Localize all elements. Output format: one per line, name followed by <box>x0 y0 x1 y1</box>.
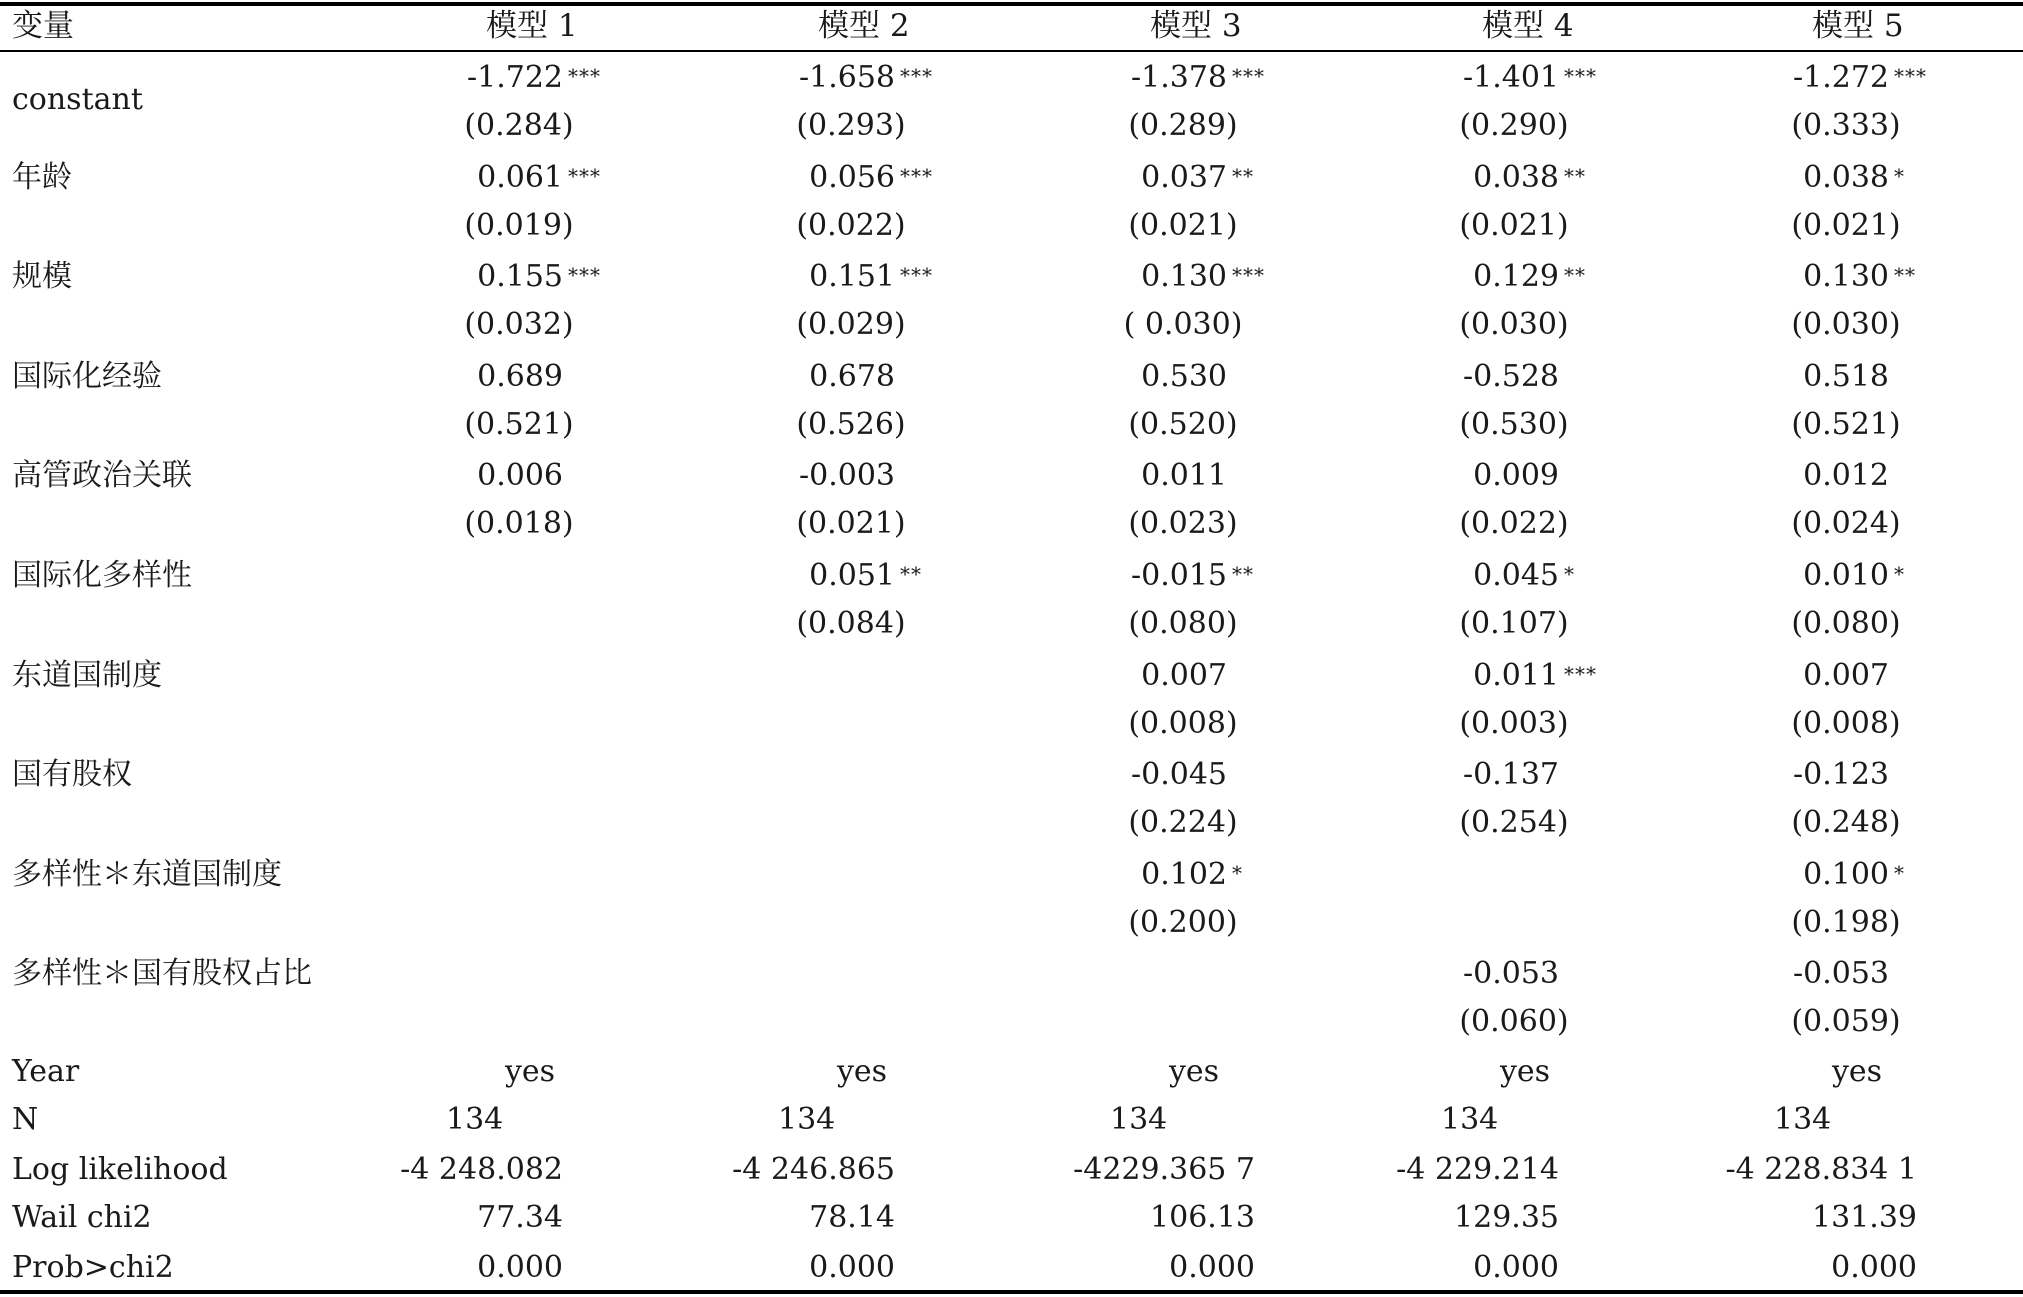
header-model-1: 模型 1 <box>486 8 578 44</box>
coefficient-value: -0.045 <box>1130 757 1227 792</box>
stat-label: Year <box>12 1054 80 1089</box>
stat-label: Log likelihood <box>12 1152 228 1187</box>
standard-error-cell: (0.021) <box>1128 208 1238 243</box>
coefficient-cell <box>1462 58 1597 98</box>
header-model-5: 模型 5 <box>1812 8 1904 44</box>
coefficient-value: 0.061 <box>477 160 563 195</box>
standard-error-cell: (0.293) <box>796 108 906 143</box>
row-label: constant <box>12 82 143 117</box>
significance-stars: ** <box>1232 562 1254 586</box>
coefficient-value: 0.678 <box>809 359 895 394</box>
stat-value: -4 246.865 <box>732 1152 895 1187</box>
coefficient-cell <box>1141 656 1227 696</box>
header-model-4: 模型 4 <box>1482 8 1574 44</box>
coefficient-cell <box>1803 556 1905 596</box>
coefficient-value: 0.051 <box>809 558 895 593</box>
coefficient-cell <box>798 58 933 98</box>
stat-value: yes <box>504 1054 556 1089</box>
standard-error-cell: (0.021) <box>1459 208 1569 243</box>
coefficient-cell <box>1803 456 1889 496</box>
stat-value: 0.000 <box>1169 1250 1255 1285</box>
coefficient-cell <box>799 456 895 496</box>
stat-value: 77.34 <box>477 1200 563 1235</box>
standard-error-cell: (0.030) <box>1459 307 1569 342</box>
significance-stars: *** <box>900 263 933 287</box>
standard-error-cell: (0.021) <box>1791 208 1901 243</box>
standard-error-cell: (0.084) <box>796 606 906 641</box>
stat-value: -4 228.834 1 <box>1725 1152 1917 1187</box>
table-top-rule <box>0 2 2023 6</box>
row-label: 国际化经验 <box>12 359 162 394</box>
standard-error-cell: (0.107) <box>1459 606 1569 641</box>
standard-error-cell: (0.521) <box>1791 407 1901 442</box>
coefficient-cell <box>1463 357 1559 397</box>
row-label: 国际化多样性 <box>12 558 192 593</box>
significance-stars: *** <box>900 64 933 88</box>
standard-error-cell: (0.080) <box>1791 606 1901 641</box>
coefficient-cell <box>1141 456 1227 496</box>
coefficient-value: 0.130 <box>1141 259 1227 294</box>
coefficient-cell <box>1141 357 1227 397</box>
coefficient-value: 0.037 <box>1141 160 1227 195</box>
stat-value: 106.13 <box>1150 1200 1255 1235</box>
coefficient-value: -1.658 <box>798 60 895 95</box>
standard-error-cell: (0.022) <box>1459 506 1569 541</box>
stat-value: -4 248.082 <box>400 1152 563 1187</box>
header-model-2: 模型 2 <box>818 8 910 44</box>
standard-error-cell: (0.021) <box>796 506 906 541</box>
stat-value: -4229.365 7 <box>1073 1152 1255 1187</box>
coefficient-cell <box>1803 855 1905 895</box>
coefficient-value: -1.272 <box>1792 60 1889 95</box>
coefficient-value: 0.151 <box>809 259 895 294</box>
coefficient-value: 0.100 <box>1803 857 1889 892</box>
stat-value: 134 <box>778 1102 836 1137</box>
standard-error-cell: (0.060) <box>1459 1004 1569 1039</box>
coefficient-value: 0.530 <box>1141 359 1227 394</box>
stat-value: 0.000 <box>477 1250 563 1285</box>
significance-stars: *** <box>1232 263 1265 287</box>
coefficient-value: 0.045 <box>1473 558 1559 593</box>
coefficient-value: 0.010 <box>1803 558 1889 593</box>
coefficient-value: -0.137 <box>1462 757 1559 792</box>
stat-label: N <box>12 1102 39 1137</box>
significance-stars: *** <box>568 263 601 287</box>
standard-error-cell: (0.032) <box>464 307 574 342</box>
coefficient-value: 0.007 <box>1803 658 1889 693</box>
coefficient-cell <box>477 456 563 496</box>
coefficient-cell <box>809 158 933 198</box>
coefficient-value: 0.038 <box>1473 160 1559 195</box>
coefficient-value: 0.038 <box>1803 160 1889 195</box>
standard-error-cell: (0.023) <box>1128 506 1238 541</box>
standard-error-cell: (0.248) <box>1791 805 1901 840</box>
coefficient-value: -0.053 <box>1792 956 1889 991</box>
row-label: 规模 <box>12 259 72 294</box>
significance-stars: ** <box>1564 164 1586 188</box>
significance-stars: ** <box>1232 164 1254 188</box>
coefficient-value: -0.528 <box>1462 359 1559 394</box>
coefficient-cell <box>477 357 563 397</box>
coefficient-value: 0.009 <box>1473 458 1559 493</box>
coefficient-cell <box>1473 556 1575 596</box>
coefficient-cell <box>1803 357 1889 397</box>
standard-error-cell: (0.200) <box>1128 905 1238 940</box>
coefficient-cell <box>1473 257 1586 297</box>
coefficient-cell <box>1130 556 1254 596</box>
significance-stars: *** <box>568 64 601 88</box>
coefficient-cell <box>809 357 895 397</box>
stat-value: yes <box>1168 1054 1220 1089</box>
stat-value: 134 <box>446 1102 504 1137</box>
coefficient-cell <box>1803 656 1889 696</box>
row-label: 多样性＊国有股权占比 <box>12 956 312 991</box>
standard-error-cell: (0.290) <box>1459 108 1569 143</box>
coefficient-value: 0.130 <box>1803 259 1889 294</box>
standard-error-cell: (0.284) <box>464 108 574 143</box>
coefficient-cell <box>1141 855 1243 895</box>
significance-stars: * <box>1894 562 1905 586</box>
standard-error-cell: (0.198) <box>1791 905 1901 940</box>
row-label: 东道国制度 <box>12 658 162 693</box>
stat-value: 129.35 <box>1454 1200 1559 1235</box>
coefficient-value: 0.012 <box>1803 458 1889 493</box>
stat-value: yes <box>1499 1054 1551 1089</box>
significance-stars: *** <box>1564 64 1597 88</box>
significance-stars: *** <box>1564 662 1597 686</box>
standard-error-cell: ( 0.030) <box>1123 307 1243 342</box>
standard-error-cell: (0.254) <box>1459 805 1569 840</box>
standard-error-cell: (0.019) <box>464 208 574 243</box>
significance-stars: *** <box>1894 64 1927 88</box>
stat-value: 0.000 <box>809 1250 895 1285</box>
standard-error-cell: (0.024) <box>1791 506 1901 541</box>
coefficient-value: 0.007 <box>1141 658 1227 693</box>
coefficient-value: 0.129 <box>1473 259 1559 294</box>
coefficient-cell <box>809 556 922 596</box>
coefficient-cell <box>466 58 601 98</box>
significance-stars: ** <box>900 562 922 586</box>
coefficient-value: -1.378 <box>1130 60 1227 95</box>
coefficient-cell <box>477 158 601 198</box>
standard-error-cell: (0.059) <box>1791 1004 1901 1039</box>
standard-error-cell: (0.029) <box>796 307 906 342</box>
standard-error-cell: (0.008) <box>1791 706 1901 741</box>
coefficient-cell <box>1130 58 1265 98</box>
significance-stars: *** <box>900 164 933 188</box>
significance-stars: * <box>1894 164 1905 188</box>
stat-value: 0.000 <box>1831 1250 1917 1285</box>
significance-stars: *** <box>1232 64 1265 88</box>
coefficient-value: -1.401 <box>1462 60 1559 95</box>
coefficient-cell <box>809 257 933 297</box>
coefficient-value: -0.053 <box>1462 956 1559 991</box>
row-label: 多样性＊东道国制度 <box>12 857 282 892</box>
coefficient-value: -0.015 <box>1130 558 1227 593</box>
coefficient-value: 0.518 <box>1803 359 1889 394</box>
coefficient-cell <box>1473 656 1597 696</box>
coefficient-value: -1.722 <box>466 60 563 95</box>
stat-value: 131.39 <box>1812 1200 1917 1235</box>
stat-value: yes <box>836 1054 888 1089</box>
row-label: 国有股权 <box>12 757 132 792</box>
standard-error-cell: (0.030) <box>1791 307 1901 342</box>
coefficient-value: 0.155 <box>477 259 563 294</box>
coefficient-cell <box>1793 954 1889 994</box>
standard-error-cell: (0.224) <box>1128 805 1238 840</box>
table-header-rule <box>0 50 2023 52</box>
significance-stars: ** <box>1894 263 1916 287</box>
coefficient-cell <box>1141 257 1265 297</box>
stat-value: -4 229.214 <box>1396 1152 1559 1187</box>
coefficient-value: 0.011 <box>1473 658 1559 693</box>
coefficient-cell <box>1463 755 1559 795</box>
header-model-3: 模型 3 <box>1150 8 1242 44</box>
standard-error-cell: (0.008) <box>1128 706 1238 741</box>
coefficient-value: 0.102 <box>1141 857 1227 892</box>
coefficient-cell <box>1141 158 1254 198</box>
coefficient-value: 0.006 <box>477 458 563 493</box>
coefficient-cell <box>477 257 601 297</box>
table-bottom-rule <box>0 1290 2023 1294</box>
significance-stars: * <box>1564 562 1575 586</box>
header-variable: 变量 <box>12 8 74 44</box>
coefficient-cell <box>1792 58 1927 98</box>
coefficient-cell <box>1463 954 1559 994</box>
stat-value: yes <box>1831 1054 1883 1089</box>
coefficient-cell <box>1473 456 1559 496</box>
coefficient-cell <box>1131 755 1227 795</box>
coefficient-value: -0.123 <box>1792 757 1889 792</box>
stat-value: 0.000 <box>1473 1250 1559 1285</box>
coefficient-value: 0.056 <box>809 160 895 195</box>
standard-error-cell: (0.521) <box>464 407 574 442</box>
stat-value: 134 <box>1774 1102 1832 1137</box>
standard-error-cell: (0.289) <box>1128 108 1238 143</box>
significance-stars: * <box>1894 861 1905 885</box>
significance-stars: ** <box>1564 263 1586 287</box>
coefficient-cell <box>1793 755 1889 795</box>
significance-stars: * <box>1232 861 1243 885</box>
coefficient-value: 0.011 <box>1141 458 1227 493</box>
standard-error-cell: (0.333) <box>1791 108 1901 143</box>
stat-value: 134 <box>1441 1102 1499 1137</box>
standard-error-cell: (0.018) <box>464 506 574 541</box>
standard-error-cell: (0.520) <box>1128 407 1238 442</box>
standard-error-cell: (0.530) <box>1459 407 1569 442</box>
standard-error-cell: (0.526) <box>796 407 906 442</box>
coefficient-cell <box>1803 257 1916 297</box>
stat-label: Wail chi2 <box>12 1200 152 1235</box>
coefficient-value: -0.003 <box>798 458 895 493</box>
coefficient-cell <box>1803 158 1905 198</box>
standard-error-cell: (0.022) <box>796 208 906 243</box>
coefficient-cell <box>1473 158 1586 198</box>
stat-value: 134 <box>1110 1102 1168 1137</box>
significance-stars: *** <box>568 164 601 188</box>
stat-value: 78.14 <box>809 1200 895 1235</box>
standard-error-cell: (0.080) <box>1128 606 1238 641</box>
row-label: 年龄 <box>12 160 72 195</box>
stat-label: Prob>chi2 <box>12 1250 174 1285</box>
standard-error-cell: (0.003) <box>1459 706 1569 741</box>
coefficient-value: 0.689 <box>477 359 563 394</box>
row-label: 高管政治关联 <box>12 458 192 493</box>
